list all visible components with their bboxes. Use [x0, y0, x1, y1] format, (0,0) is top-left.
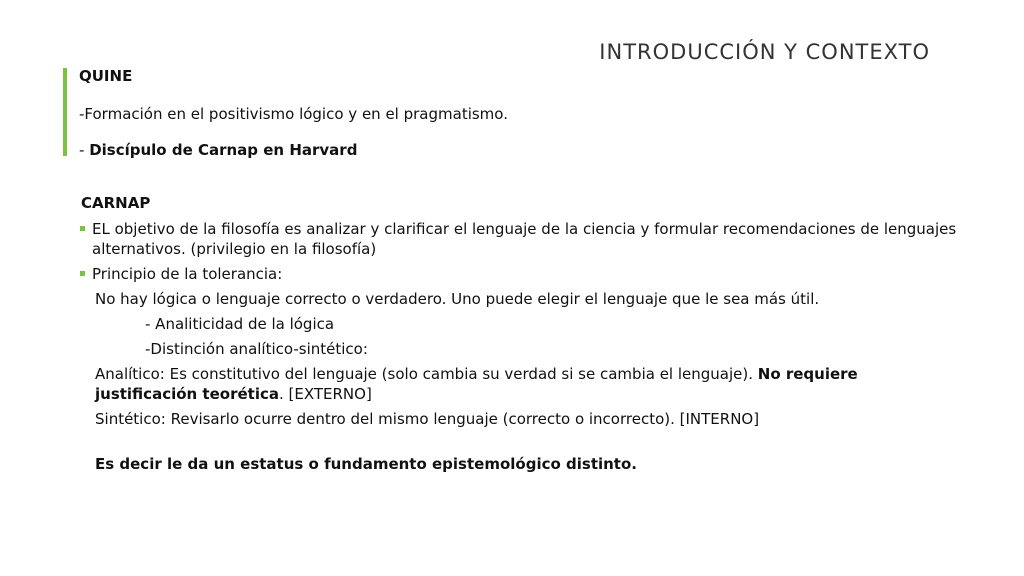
quine-line-prefix: - [79, 141, 90, 159]
sub-distincion: -Distinción analítico-sintético: [145, 340, 368, 358]
carnap-section [79, 193, 959, 479]
quine-section [79, 66, 959, 160]
carnap-bullet-objective [79, 219, 959, 259]
analitico-tail: . [EXTERNO] [278, 385, 372, 403]
sintetico-paragraph: Sintético: Revisarlo ocurre dentro del mismo lenguaje (correcto o incorrecto). [INTERNO] [95, 410, 760, 428]
bullet-objective-text: EL objetivo de la filosofía es analizar y clarificar el lenguaje de la ciencia y formular recomendaciones de lenguajes alternativos. (privilegio en la filosofía) [92, 220, 957, 258]
bullet-tolerance-text: Principio de la tolerancia: [92, 265, 283, 283]
quine-line-disciple [79, 140, 959, 160]
conclusion-text: Es decir le da un estatus o fundamento epistemológico distinto. [95, 455, 637, 473]
quine-disciple-bold: Discípulo de Carnap en Harvard [89, 141, 358, 159]
accent-bar [63, 68, 67, 156]
quine-heading: QUINE [79, 67, 133, 85]
slide-title: INTRODUCCIÓN Y CONTEXTO [599, 40, 930, 64]
analitico-paragraph [95, 364, 959, 404]
carnap-bullet-tolerance [79, 264, 959, 284]
carnap-heading: CARNAP [81, 194, 151, 212]
analitico-bold: No requiere justificación teorética [95, 365, 858, 403]
sub-analiticidad: - Analiticidad de la lógica [145, 315, 335, 333]
square-bullet-icon [80, 226, 85, 231]
quine-line-formation: -Formación en el positivismo lógico y en el pragmatismo. [79, 105, 508, 123]
square-bullet-icon [80, 271, 85, 276]
tolerance-text: No hay lógica o lenguaje correcto o verdadero. Uno puede elegir el lenguaje que le sea más útil. [95, 290, 820, 308]
analitico-text: Analítico: Es constitutivo del lenguaje (solo cambia su verdad si se cambia el lenguaje). [95, 365, 758, 383]
